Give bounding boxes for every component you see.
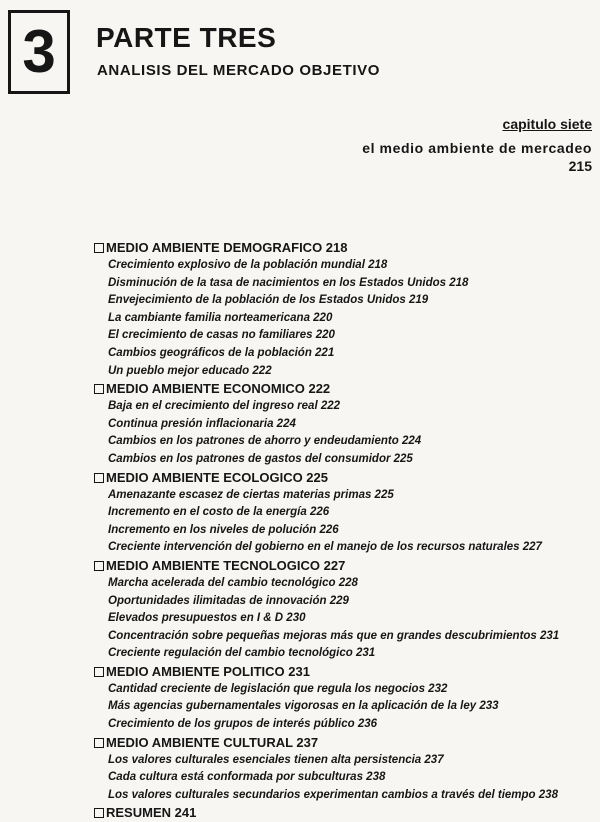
checkbox-square-icon: [94, 243, 104, 253]
checkbox-square-icon: [94, 473, 104, 483]
toc-section-heading: [94, 804, 598, 822]
toc-section-heading-text: MEDIO AMBIENTE POLITICO 231: [106, 663, 310, 679]
toc-section-heading: [94, 557, 598, 575]
toc-topic-item: Cambios en los patrones de gastos del consumidor 225: [108, 452, 413, 465]
toc-topic-item: Incremento en el costo de la energía 226: [108, 506, 330, 519]
toc-topic-item: Concentración sobre pequeñas mejoras más que en grandes descubrimientos 231: [108, 629, 560, 642]
toc-topic-item: Marcha acelerada del cambio tecnológico 228: [108, 576, 358, 589]
toc-section-heading-text: MEDIO AMBIENTE TECNOLOGICO 227: [106, 557, 346, 573]
toc-topic-item: Crecimiento de los grupos de interés público 236: [108, 718, 378, 731]
toc-section-heading: [94, 663, 598, 681]
toc-topic-item: Creciente intervención del gobierno en el manejo de los recursos naturales 227: [108, 541, 542, 554]
toc-topic-item: Cantidad creciente de legislación que regula los negocios 232: [108, 682, 448, 695]
toc-section-heading: [94, 380, 598, 398]
toc-topic-item: Disminución de la tasa de nacimientos en los Estados Unidos 218: [108, 276, 469, 289]
toc-topic-item: Cambios en los patrones de ahorro y endeudamiento 224: [108, 435, 422, 448]
checkbox-square-icon: [94, 667, 104, 677]
toc-section-heading-text: MEDIO AMBIENTE ECOLOGICO 225: [106, 469, 328, 485]
toc-topic-item: Más agencias gubernamentales vigorosas en la aplicación de la ley 233: [108, 700, 499, 713]
checkbox-square-icon: [94, 561, 104, 571]
toc-topic-item: Creciente regulación del cambio tecnológico 231: [108, 647, 376, 660]
toc-topic-item: Elevados presupuestos en I & D 230: [108, 612, 306, 625]
toc-section-heading: [94, 469, 598, 487]
part-number-box: [8, 10, 70, 94]
checkbox-square-icon: [94, 808, 104, 818]
toc-topic-item: Los valores culturales secundarios experimentan cambios a través del tiempo 238: [108, 788, 558, 801]
checkbox-square-icon: [94, 738, 104, 748]
chapter-header: [362, 116, 592, 174]
toc-section-heading-text: MEDIO AMBIENTE ECONOMICO 222: [106, 381, 331, 397]
toc-topic-item: Los valores culturales esenciales tienen alta persistencia 237: [108, 753, 444, 766]
table-of-contents: [94, 239, 598, 822]
toc-topic-item: Amenazante escasez de ciertas materias primas 225: [108, 488, 394, 501]
chapter-label: capitulo siete: [502, 116, 592, 132]
toc-topic-item: La cambiante familia norteamericana 220: [108, 311, 333, 324]
toc-section-heading-text: RESUMEN 241: [106, 805, 197, 821]
checkbox-square-icon: [94, 384, 104, 394]
chapter-title: el medio ambiente de mercadeo: [362, 140, 592, 156]
toc-topic-item: Cada cultura está conformada por subculturas 238: [108, 771, 386, 784]
toc-section-heading: [94, 239, 598, 257]
toc-section-heading-text: MEDIO AMBIENTE CULTURAL 237: [106, 734, 319, 750]
toc-section-heading-text: MEDIO AMBIENTE DEMOGRAFICO 218: [106, 240, 348, 255]
toc-topic-item: Un pueblo mejor educado 222: [108, 364, 272, 377]
part-title: PARTE TRES: [96, 22, 277, 53]
toc-topic-item: Envejecimiento de la población de los Estados Unidos 219: [108, 294, 429, 307]
toc-section-heading: [94, 734, 598, 752]
toc-topic-item: Continua presión inflacionaria 224: [108, 417, 296, 430]
toc-topic-item: Oportunidades ilimitadas de innovación 229: [108, 594, 349, 607]
toc-topic-item: Crecimiento explosivo de la población mundial 218: [108, 259, 388, 271]
toc-topic-item: Baja en el crecimiento del ingreso real 222: [108, 400, 341, 413]
part-number: 3: [22, 18, 56, 85]
toc-topic-item: Cambios geográficos de la población 221: [108, 346, 335, 359]
chapter-page-number: 215: [568, 158, 592, 174]
toc-topic-item: Incremento en los niveles de polución 226: [108, 523, 339, 536]
toc-topic-item: El crecimiento de casas no familiares 220: [108, 329, 335, 342]
part-subtitle: ANALISIS DEL MERCADO OBJETIVO: [97, 62, 380, 79]
